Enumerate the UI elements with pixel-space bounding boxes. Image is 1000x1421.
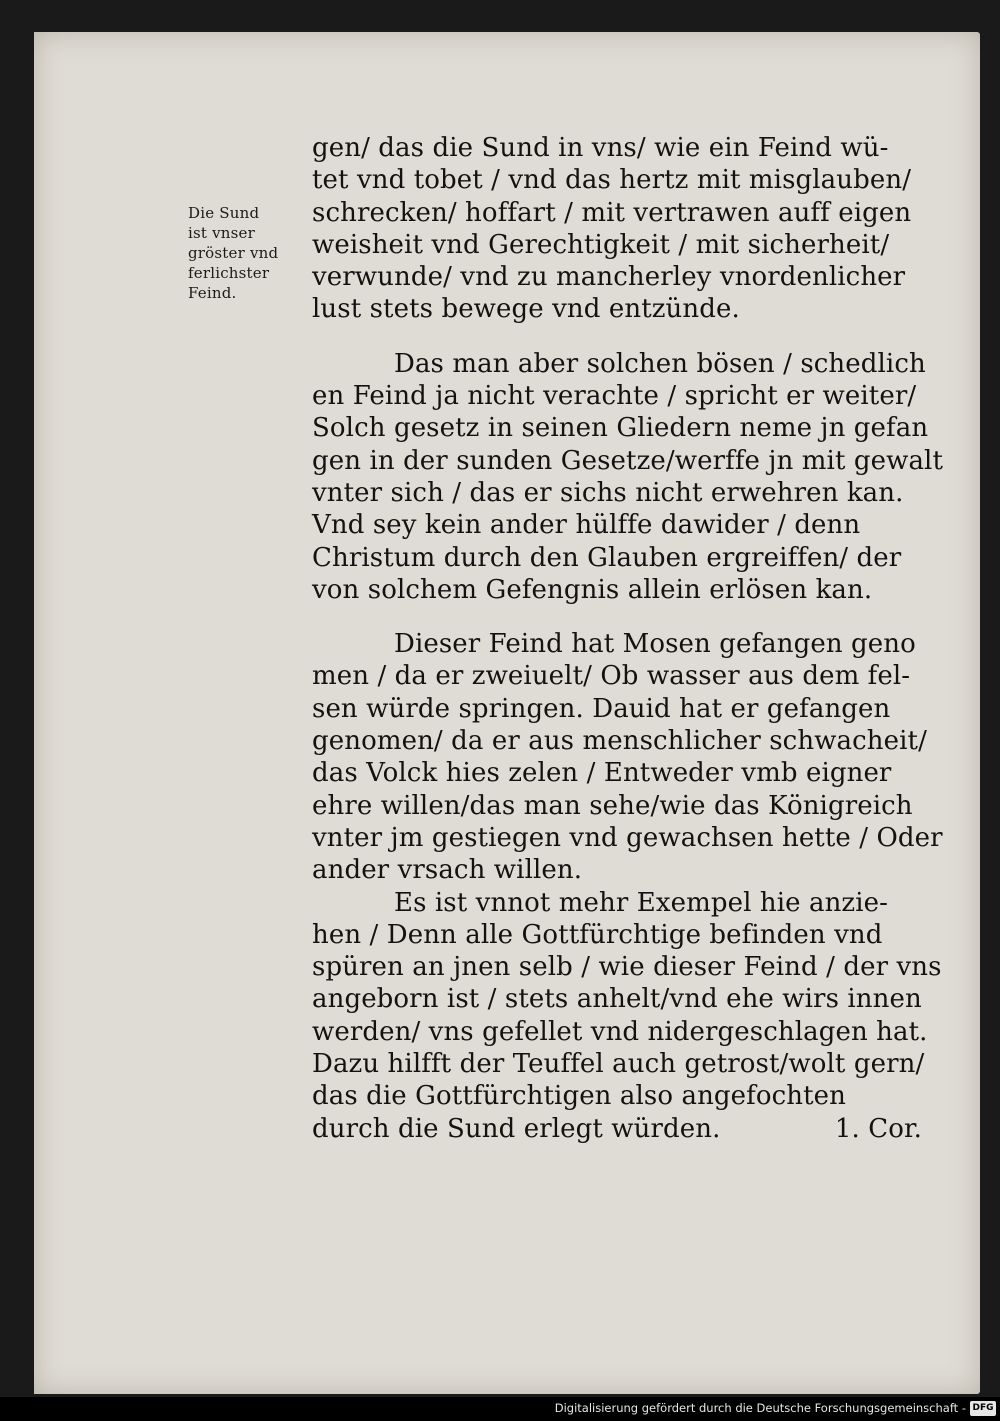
last-line-text: durch die Sund erlegt würden.	[312, 1113, 721, 1144]
text-line: das Volck hies zelen / Entweder vmb eigner	[312, 758, 892, 789]
paragraph-4	[312, 887, 942, 1145]
text-line: das die Gottfürchtigen also angefochten	[312, 1081, 847, 1112]
text-line: sen würde springen. Dauid hat er gefangen	[312, 693, 891, 724]
marginal-line: ferlichster	[188, 264, 270, 282]
text-line: Christum durch den Glauben ergreiffen/ der	[312, 542, 902, 573]
text-line: Solch gesetz in seinen Gliedern neme jn gefan	[312, 413, 929, 444]
text-line: ehre willen/das man sehe/wie das Königreich	[312, 790, 913, 821]
paragraph-2	[312, 348, 944, 606]
text-line: schrecken/ hoffart / mit vertrawen auff eigen	[312, 197, 912, 228]
text-line: genomen/ da er aus menschlicher schwacheit/	[312, 726, 927, 757]
paragraph-3	[312, 628, 943, 886]
text-line: vnter jm gestiegen vnd gewachsen hette / Oder	[312, 822, 943, 853]
text-line: tet vnd tobet / vnd das hertz mit misglauben/	[312, 165, 912, 196]
marginal-line: ist vnser	[188, 224, 255, 242]
text-line: von solchem Gefengnis allein erlösen kan.	[312, 574, 873, 605]
catchword: 1. Cor.	[834, 1113, 922, 1144]
marginal-line: Die Sund	[188, 204, 260, 222]
text-line: gen in der sunden Gesetze/werffe jn mit gewalt	[312, 445, 944, 476]
marginal-note	[188, 203, 308, 303]
text-line: lust stets bewege vnd entzünde.	[312, 294, 740, 325]
text-line: werden/ vns gefellet vnd nidergeschlagen hat.	[312, 1016, 928, 1047]
text-line: gen/ das die Sund in vns/ wie ein Feind wü-	[312, 133, 889, 163]
marginal-line: gröster vnd	[188, 244, 279, 262]
text-line: en Feind ja nicht verachte / spricht er weiter/	[312, 381, 917, 412]
text-line: hen / Denn alle Gottfürchtige befinden vnd	[312, 919, 883, 950]
text-line: Dazu hilfft der Teuffel auch getrost/wolt gern/	[312, 1049, 925, 1080]
body-text	[312, 132, 944, 1145]
footer-bar	[0, 1397, 1000, 1421]
dfg-logo-icon: DFG	[970, 1401, 996, 1416]
text-line: Dieser Feind hat Mosen gefangen geno	[394, 629, 916, 660]
text-line: weisheit vnd Gerechtigkeit / mit sicherheit/	[312, 229, 890, 260]
text-line: angeborn ist / stets anhelt/vnd ehe wirs innen	[312, 984, 922, 1015]
text-line: spüren an jnen selb / wie dieser Feind / der vns	[312, 952, 942, 983]
text-line: ander vrsach willen.	[312, 855, 583, 886]
last-line	[312, 1113, 922, 1145]
text-line: Das man aber solchen bösen / schedlich	[394, 348, 926, 379]
text-line: Es ist vnnot mehr Exempel hie anzie-	[394, 887, 889, 918]
text-line: men / da er zweiuelt/ Ob wasser aus dem fel-	[312, 661, 911, 692]
text-line: vnter sich / das er sichs nicht erwehren kan.	[312, 477, 904, 508]
paragraph-1	[312, 132, 932, 326]
footer-credit: Digitalisierung gefördert durch die Deutsche Forschungsgemeinschaft -	[554, 1401, 966, 1415]
marginal-line: Feind.	[188, 284, 237, 302]
text-line: Vnd sey kein ander hülffe dawider / denn	[312, 510, 861, 541]
text-line: verwunde/ vnd zu mancherley vnordenlicher	[312, 262, 906, 293]
